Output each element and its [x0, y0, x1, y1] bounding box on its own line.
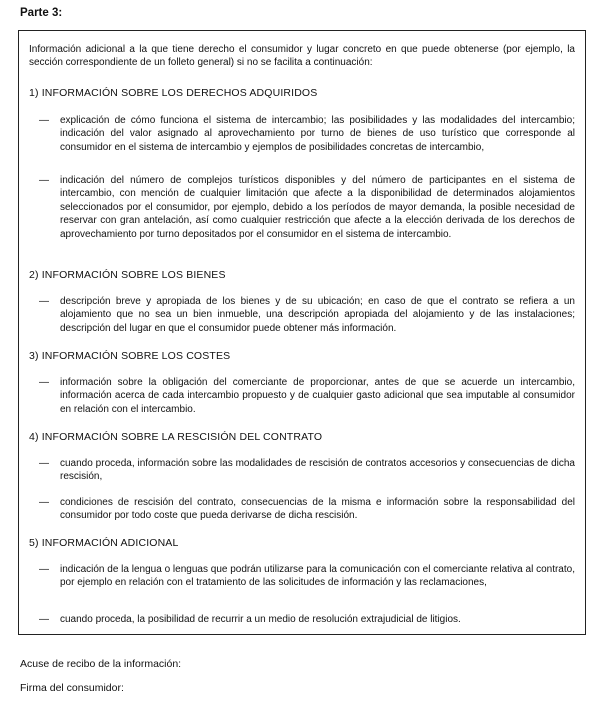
list-item-text: indicación del número de complejos turísticos disponibles y del número de participantes en el sistema de intercambio, con mención de cualquier limitación que afecte a la disponibilidad de determinados alojamientos seleccionados por el consumidor, por ejemplo, debido a los períodos de mayor demanda, la posible necesidad de reservar con gran antelación, así como cualquier restricción que afecte a la elección derivada de los derechos de aprovechamiento por turno depositados por el consumidor en el sistema de intercambio. [60, 175, 575, 240]
dash-bullet: — [39, 296, 49, 307]
list-item [29, 376, 575, 416]
receipt-label: Acuse de recibo de la información: [20, 658, 182, 670]
list-item-text: explicación de cómo funciona el sistema de intercambio; las posibilidades y las modalidades del intercambio; indicación del valor asignado al aprovechamiento por turno de bienes de uso turístico que corresponde al consumidor en el sistema de intercambio y ejemplos de posibilidades concretas de intercambio, [60, 115, 575, 153]
list-item [29, 295, 575, 335]
information-box [18, 30, 586, 635]
list-item [29, 174, 575, 241]
section-heading-termination: 4) INFORMACIÓN SOBRE LA RESCISIÓN DEL CONTRATO [29, 431, 323, 443]
list-item [29, 457, 575, 484]
dash-bullet: — [39, 377, 49, 388]
dash-bullet: — [39, 497, 49, 508]
dash-bullet: — [39, 564, 49, 575]
dash-bullet: — [39, 614, 49, 625]
dash-bullet: — [39, 458, 49, 469]
list-item-text: cuando proceda, información sobre las modalidades de rescisión de contratos accesorios y consecuencias de dicha rescisión, [60, 458, 575, 483]
list-item-text: descripción breve y apropiada de los bienes y de su ubicación; en caso de que el contrato se refiera a un alojamiento que no sea un bien inmueble, una descripción apropiada del alojamiento y de las instalaciones; descripción del lugar en que el consumidor puede obtener más información. [60, 296, 575, 334]
section-heading-rights: 1) INFORMACIÓN SOBRE LOS DERECHOS ADQUIRIDOS [29, 87, 318, 99]
section-heading-costs: 3) INFORMACIÓN SOBRE LOS COSTES [29, 350, 231, 362]
signature-label: Firma del consumidor: [20, 682, 124, 694]
list-item-text: condiciones de rescisión del contrato, consecuencias de la misma e información sobre la responsabilidad del consumidor por todo coste que pueda derivarse de dicha rescisión. [60, 497, 575, 522]
list-item [29, 613, 575, 626]
page-title: Parte 3: [20, 7, 63, 19]
list-item-text: cuando proceda, la posibilidad de recurrir a un medio de resolución extrajudicial de litigios. [60, 614, 461, 625]
section-heading-additional: 5) INFORMACIÓN ADICIONAL [29, 537, 179, 549]
list-item [29, 496, 575, 523]
intro-paragraph: Información adicional a la que tiene derecho el consumidor y lugar concreto en que puede obtenerse (por ejemplo, la sección correspondiente de un folleto general) si no se facilita a continuación: [29, 44, 575, 69]
section-heading-properties: 2) INFORMACIÓN SOBRE LOS BIENES [29, 269, 226, 281]
list-item [29, 563, 575, 590]
list-item-text: indicación de la lengua o lenguas que podrán utilizarse para la comunicación con el comerciante relativa al contrato, por ejemplo en relación con el tratamiento de las solicitudes de información y las reclamaciones, [60, 564, 575, 589]
list-item [29, 114, 575, 154]
dash-bullet: — [39, 115, 49, 126]
list-item-text: información sobre la obligación del comerciante de proporcionar, antes de que se acuerde un intercambio, información acerca de cada intercambio propuesto y de cualquier gasto adicional que sea imputable al consumidor en relación con el intercambio. [60, 377, 575, 415]
dash-bullet: — [39, 175, 49, 186]
